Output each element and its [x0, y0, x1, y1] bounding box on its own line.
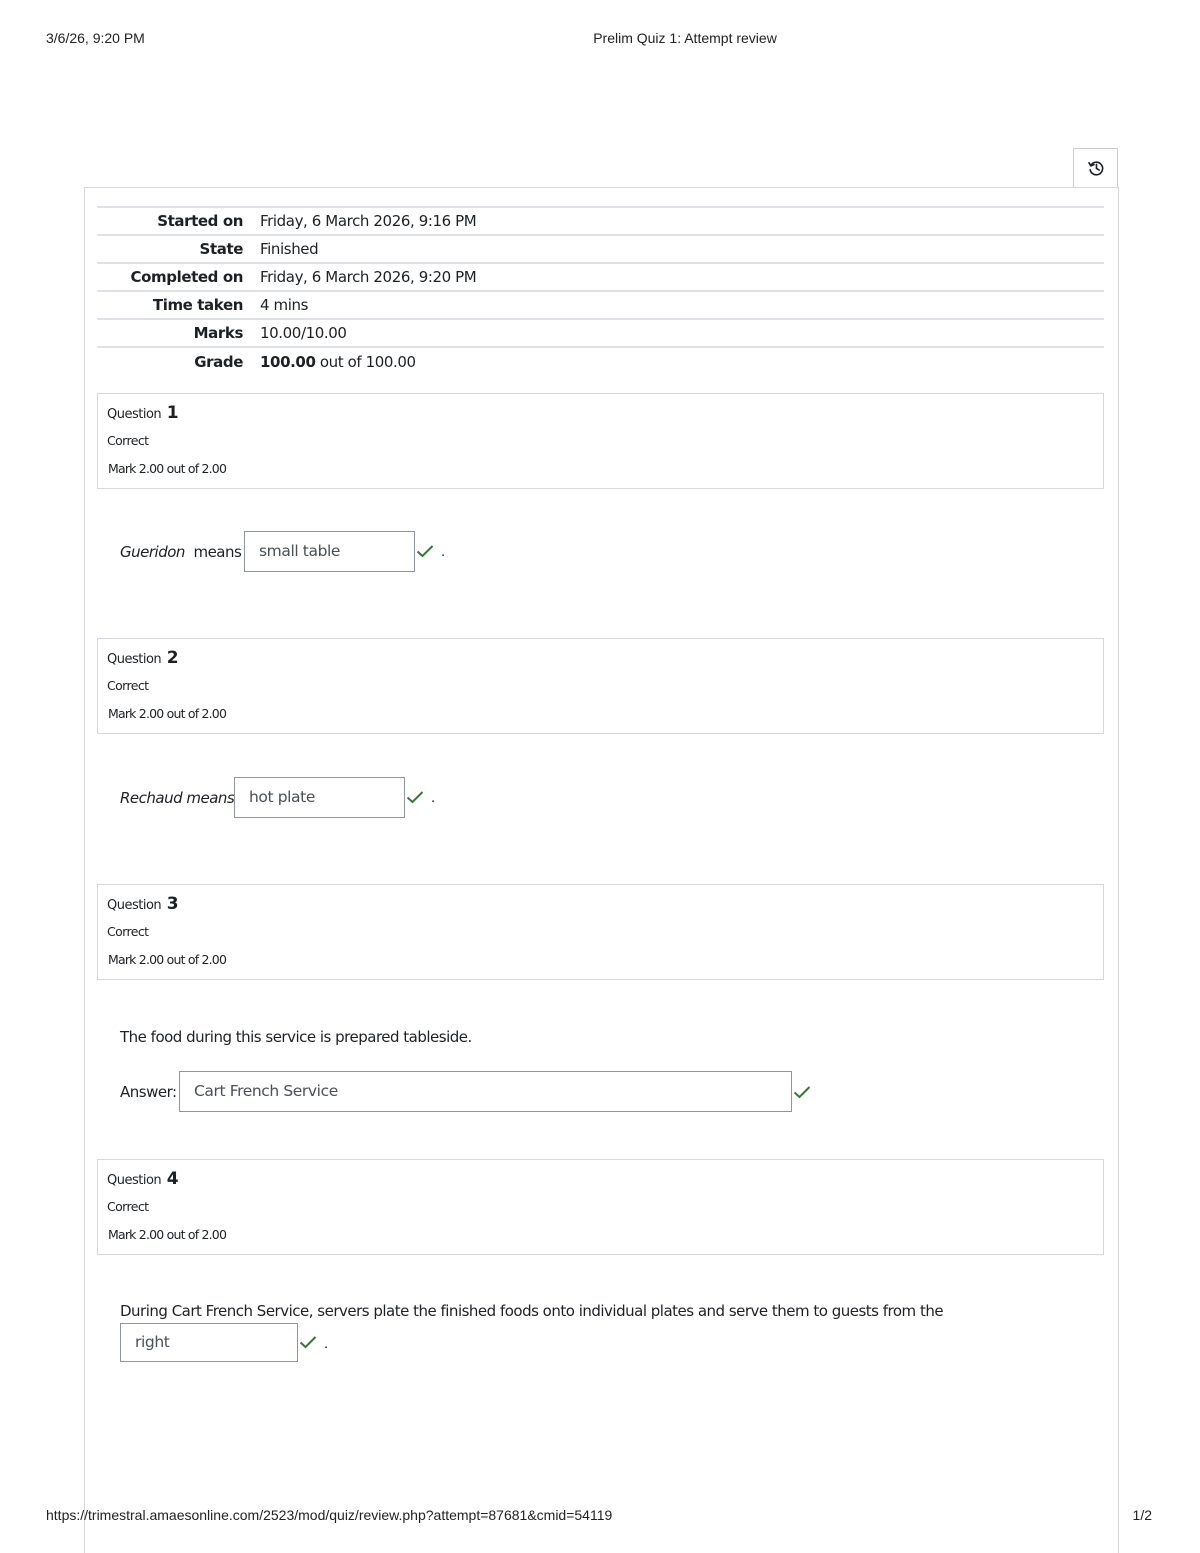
answer-label: Answer: [120, 1083, 177, 1101]
question-text-italic: Rechaud means [120, 789, 235, 807]
summary-label: Started on [157, 212, 243, 230]
summary-label: State [199, 240, 243, 258]
question-4-suffix: . [324, 1335, 329, 1352]
question-3-answer-field[interactable]: Cart French Service [179, 1071, 792, 1112]
question-label: Question [107, 1173, 162, 1188]
question-state: Correct [107, 1199, 149, 1214]
question-label: Question [107, 652, 162, 667]
summary-row-completed [97, 263, 1104, 291]
question-label: Question [107, 407, 162, 422]
question-4-text: During Cart French Service, servers plate the finished foods onto individual plates and serve them to guests from the [120, 1302, 944, 1320]
question-number-value: 4 [166, 1169, 179, 1189]
summary-value: Friday, 6 March 2026, 9:20 PM [260, 268, 477, 286]
question-number [107, 648, 178, 668]
grade-out-of: out of 100.00 [315, 352, 416, 371]
question-3-text: The food during this service is prepared tableside. [120, 1028, 472, 1046]
question-state: Correct [107, 433, 149, 448]
question-1-suffix: . [441, 543, 446, 560]
question-1-answer-field[interactable]: small table [244, 531, 415, 572]
question-4-answer-field[interactable]: right [120, 1323, 298, 1362]
question-state: Correct [107, 678, 149, 693]
print-title: Prelim Quiz 1: Attempt review [593, 30, 777, 46]
summary-value [260, 347, 1104, 375]
summary-row-marks [97, 319, 1104, 347]
summary-value: 4 mins [260, 296, 309, 314]
print-date: 3/6/26, 9:20 PM [46, 30, 145, 46]
summary-row-state [97, 235, 1104, 263]
question-2-answer-field[interactable]: hot plate [234, 777, 405, 818]
question-grade: Mark 2.00 out of 2.00 [108, 706, 227, 721]
summary-label: Marks [193, 324, 243, 342]
question-grade: Mark 2.00 out of 2.00 [108, 952, 227, 967]
print-footer [0, 1507, 1200, 1527]
question-grade: Mark 2.00 out of 2.00 [108, 1227, 227, 1242]
question-2-suffix: . [431, 789, 436, 806]
question-1-info [97, 393, 1104, 489]
attempt-history-button[interactable] [1073, 148, 1118, 187]
print-header [0, 30, 1200, 50]
check-icon [793, 1085, 811, 1099]
question-3-info [97, 884, 1104, 980]
question-1-text [120, 543, 241, 561]
summary-label: Grade [194, 352, 243, 371]
summary-row-time-taken [97, 291, 1104, 319]
summary-value: Finished [260, 240, 319, 258]
summary-row-grade [97, 347, 1104, 375]
check-icon [416, 544, 434, 558]
question-number [107, 403, 178, 423]
check-icon [406, 790, 424, 804]
question-number [107, 1169, 178, 1189]
summary-label: Time taken [152, 296, 243, 314]
question-state: Correct [107, 924, 149, 939]
summary-value: 10.00/10.00 [260, 324, 347, 342]
question-4-info [97, 1159, 1104, 1255]
print-url: https://trimestral.amaesonline.com/2523/mod/quiz/review.php?attempt=87681&cmid=54119 [46, 1507, 613, 1523]
question-number [107, 894, 178, 914]
question-number-value: 1 [166, 403, 179, 423]
summary-value: Friday, 6 March 2026, 9:16 PM [260, 212, 477, 230]
print-page-number: 1/2 [1132, 1507, 1152, 1523]
history-icon [1087, 159, 1105, 177]
question-text-rest: means [193, 543, 242, 561]
summary-label: Completed on [130, 268, 243, 286]
question-number-value: 2 [166, 648, 179, 668]
question-text-italic: Gueridon [120, 543, 185, 561]
question-number-value: 3 [166, 894, 179, 914]
attempt-summary-table [97, 206, 1104, 375]
grade-value: 100.00 [260, 352, 316, 371]
question-2-info [97, 638, 1104, 734]
check-icon [299, 1335, 317, 1349]
summary-row-started [97, 207, 1104, 235]
question-grade: Mark 2.00 out of 2.00 [108, 461, 227, 476]
question-2-text [120, 789, 234, 807]
question-label: Question [107, 898, 162, 913]
